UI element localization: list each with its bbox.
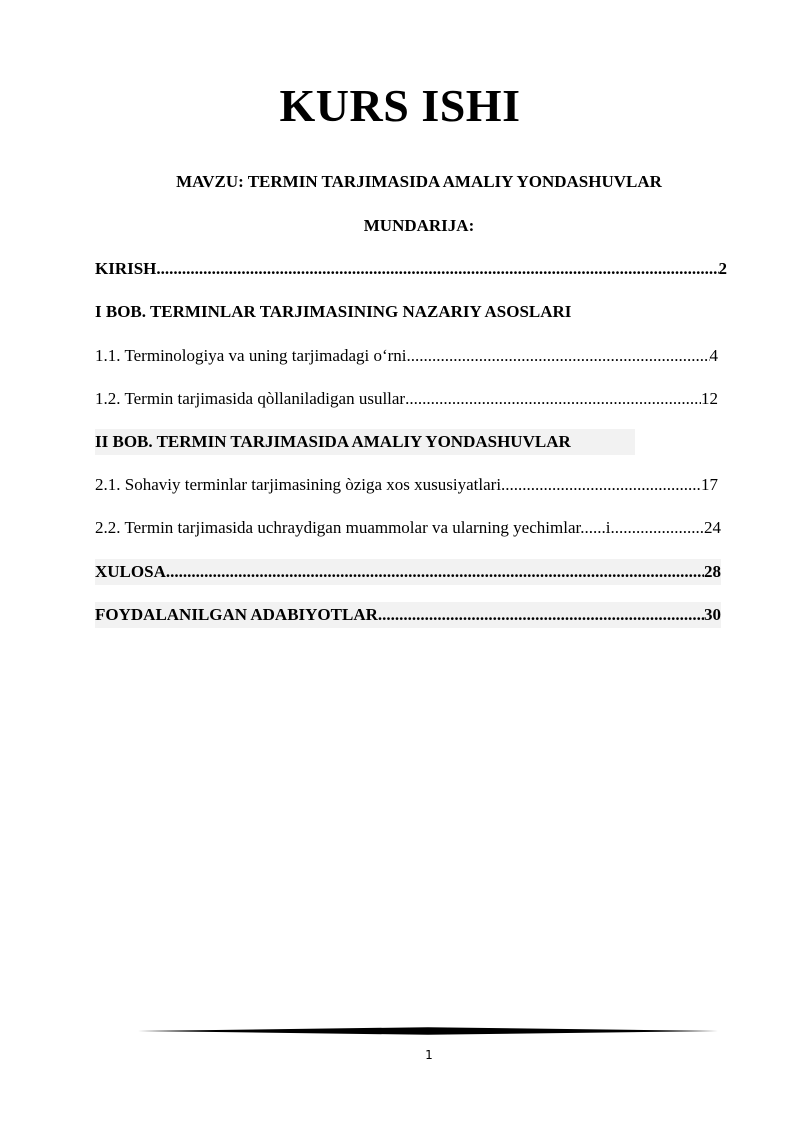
footer-divider — [138, 1026, 718, 1036]
toc-entry-label: II BOB. TERMIN TARJIMASIDA AMALIY YONDASHUVLAR — [95, 432, 571, 451]
toc-leader-dots — [405, 386, 701, 412]
toc-leader-dots — [407, 343, 710, 369]
document-title: KURS ISHI — [279, 80, 521, 131]
toc-entry-page: 4 — [709, 346, 718, 365]
toc-entry-xulosa — [95, 559, 721, 585]
toc-entry-page: 28 — [704, 562, 721, 581]
toc-entry-label: 1.1. Terminologiya va uning tarjimadagi o‘rni — [95, 346, 407, 365]
toc-entry-1-1 — [95, 343, 718, 369]
page-number: 1 — [425, 1048, 433, 1062]
toc-entry-label: XULOSA — [95, 562, 166, 581]
toc-entry-page: 24 — [704, 518, 721, 537]
toc-entry-label: KIRISH — [95, 259, 157, 278]
toc-entry-1-2 — [95, 386, 718, 412]
toc-entry-label: 2.1. Sohaviy terminlar tarjimasining òziga xos xususiyatlari — [95, 475, 502, 494]
toc-entry-page: 2 — [718, 259, 727, 278]
toc-heading: MUNDARIJA: — [363, 216, 475, 235]
toc-leader-dots — [501, 472, 701, 498]
toc-entry-label: 2.2. Termin tarjimasida uchraydigan muammolar va ularning yechimlar......i — [95, 518, 611, 537]
toc-leader-dots — [156, 256, 718, 282]
toc-entry-chapter-1 — [95, 299, 635, 325]
toc-entry-chapter-2 — [95, 429, 635, 455]
toc-entry-label: 1.2. Termin tarjimasida qòllaniladigan usullar — [95, 389, 406, 408]
toc-entry-label: FOYDALANILGAN ADABIYOTLAR — [95, 605, 378, 624]
toc-entry-2-1 — [95, 472, 718, 498]
toc-entry-adabiyotlar — [95, 602, 721, 628]
toc-entry-kirish — [95, 256, 727, 282]
toc-entry-page: 17 — [701, 475, 718, 494]
toc-entry-page: 30 — [704, 605, 721, 624]
toc-entry-page: 12 — [701, 389, 718, 408]
document-subject: MAVZU: TERMIN TARJIMASIDA AMALIY YONDASHUVLAR — [176, 172, 662, 191]
toc-leader-dots — [166, 559, 704, 585]
toc-leader-dots — [378, 602, 704, 628]
toc-leader-dots — [610, 515, 704, 541]
toc-entry-label: I BOB. TERMINLAR TARJIMASINING NAZARIY ASOSLARI — [95, 302, 572, 321]
toc-entry-2-2 — [95, 515, 721, 541]
